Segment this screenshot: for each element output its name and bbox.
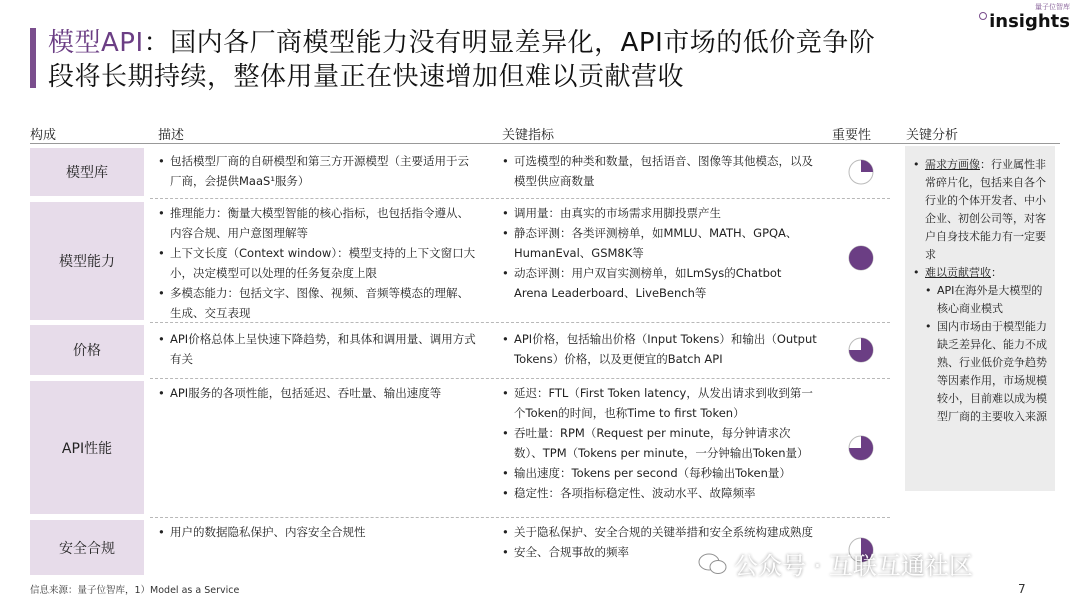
wechat-icon: [698, 552, 728, 576]
metric-item: • 静态评测：各类评测榜单，如MMLU、MATH、GPQA、HumanEval、GSM8K等: [502, 223, 818, 263]
category-security-compliance: 安全合规: [30, 520, 144, 575]
logo-subtitle: 量子位智库: [1035, 3, 1070, 11]
metrics-model-capability: [502, 203, 818, 303]
importance-pie-fill: [861, 160, 873, 172]
category-api-performance: API性能: [30, 381, 144, 514]
analysis-subpoint: • API在海外是大模型的核心商业模式: [913, 282, 1049, 318]
importance-pie-fill: [849, 246, 873, 270]
title-line1: ：国内各厂商模型能力没有明显差异化，API市场的低价竞争阶: [143, 28, 876, 58]
title-highlight: 模型API: [48, 28, 144, 58]
category-model-library: 模型库: [30, 148, 144, 196]
metric-item: • 吞吐量：RPM（Request per minute，每分钟请求次数）、TPM（Tokens per minute，一分钟输出Token量）: [502, 423, 818, 463]
watermark-text: 公众号 · 互联互通社区: [734, 552, 973, 580]
importance-pie-icon: [848, 435, 874, 461]
description-item: • API价格总体上呈快速下降趋势，和具体和调用量、调用方式有关: [158, 329, 478, 369]
description-model-library: [158, 151, 478, 191]
description-api-performance: [158, 383, 488, 403]
metric-item: • 动态评测：用户双盲实测榜单，如LmSys的Chatbot Arena Leaderboard、LiveBench等: [502, 263, 818, 303]
header-importance: 重要性: [832, 128, 872, 143]
header-analysis: 关键分析: [906, 128, 959, 143]
description-price: [158, 329, 478, 369]
analysis-point: [913, 264, 1049, 282]
description-item: • 上下文长度（Context window）：模型支持的上下文窗口大小，决定模型可以处理的任务复杂度上限: [158, 243, 478, 283]
importance-pie-icon: [848, 159, 874, 185]
metrics-model-library: [502, 151, 818, 191]
analysis-point: [913, 156, 1049, 264]
header-description: 描述: [158, 128, 185, 143]
logo-text: insights: [989, 11, 1070, 32]
source-note: 信息来源：量子位智库，1）Model as a Service: [30, 585, 240, 596]
description-item: • 多模态能力：包括文字、图像、视频、音频等模态的理解、生成、交互表现: [158, 283, 478, 323]
analysis-point-title: 需求方画像: [925, 158, 980, 171]
row-divider: [150, 378, 890, 379]
description-item: • 推理能力：衡量大模型智能的核心指标，也包括指令遵从、内容合规、用户意图理解等: [158, 203, 478, 243]
metrics-api-performance: [502, 383, 818, 503]
metric-item: • 输出速度：Tokens per second（每秒输出Token量）: [502, 463, 818, 483]
description-security-compliance: [158, 522, 478, 542]
key-analysis-panel: [905, 146, 1055, 491]
header-divider: [30, 143, 1060, 144]
category-price: 价格: [30, 325, 144, 375]
metric-item: • 延迟：FTL（First Token latency，从发出请求到收到第一个Token的时间，也称Time to first Token）: [502, 383, 818, 423]
logo-dot-icon: [979, 12, 987, 20]
header-metrics: 关键指标: [502, 128, 555, 143]
wechat-watermark: [698, 546, 973, 581]
analysis-point-title: 难以贡献营收: [925, 266, 991, 279]
category-model-capability: 模型能力: [30, 202, 144, 320]
page-title: [48, 26, 1038, 94]
metric-item: • 可选模型的种类和数量，包括语音、图像等其他模态，以及模型供应商数量: [502, 151, 818, 191]
analysis-point-colon: ：: [991, 266, 1002, 279]
description-item: • 用户的数据隐私保护、内容安全合规性: [158, 522, 478, 542]
importance-pie-icon: [848, 245, 874, 271]
metric-item: • 稳定性：各项指标稳定性、波动水平、故障频率: [502, 483, 818, 503]
metric-item: • 关于隐私保护、安全合规的关键举措和安全系统构建成熟度: [502, 522, 818, 542]
analysis-subpoint: • 国内市场由于模型能力缺乏差异化、能力不成熟、行业低价竞争趋势等因素作用，市场规模较小，目前难以成为模型厂商的主要收入来源: [913, 318, 1049, 426]
page-number: 7: [1018, 582, 1026, 596]
analysis-point-text: ：行业属性非常碎片化，包括来自各个行业的个体开发者、中小企业、初创公司等，对客户自身技术能力有一定要求: [925, 158, 1046, 261]
row-divider: [150, 517, 890, 518]
description-model-capability: [158, 203, 478, 323]
metric-item: • API价格，包括输出价格（Input Tokens）和输出（Output Tokens）价格，以及更便宜的Batch API: [502, 329, 818, 369]
description-item: • 包括模型厂商的自研模型和第三方开源模型（主要适用于云厂商，会提供MaaS¹服务）: [158, 151, 478, 191]
insights-logo: [979, 2, 1070, 32]
title-accent-bar: [30, 28, 36, 88]
description-item: • API服务的各项性能，包括延迟、吞吐量、输出速度等: [158, 383, 488, 403]
row-divider: [150, 198, 890, 199]
metric-item: • 安全、合规事故的频率: [502, 542, 818, 562]
title-line2: 段将长期持续，整体用量正在快速增加但难以贡献营收: [48, 62, 685, 92]
importance-pie-icon: [848, 337, 874, 363]
header-component: 构成: [30, 128, 57, 143]
metrics-price: [502, 329, 818, 369]
metric-item: • 调用量：由真实的市场需求用脚投票产生: [502, 203, 818, 223]
